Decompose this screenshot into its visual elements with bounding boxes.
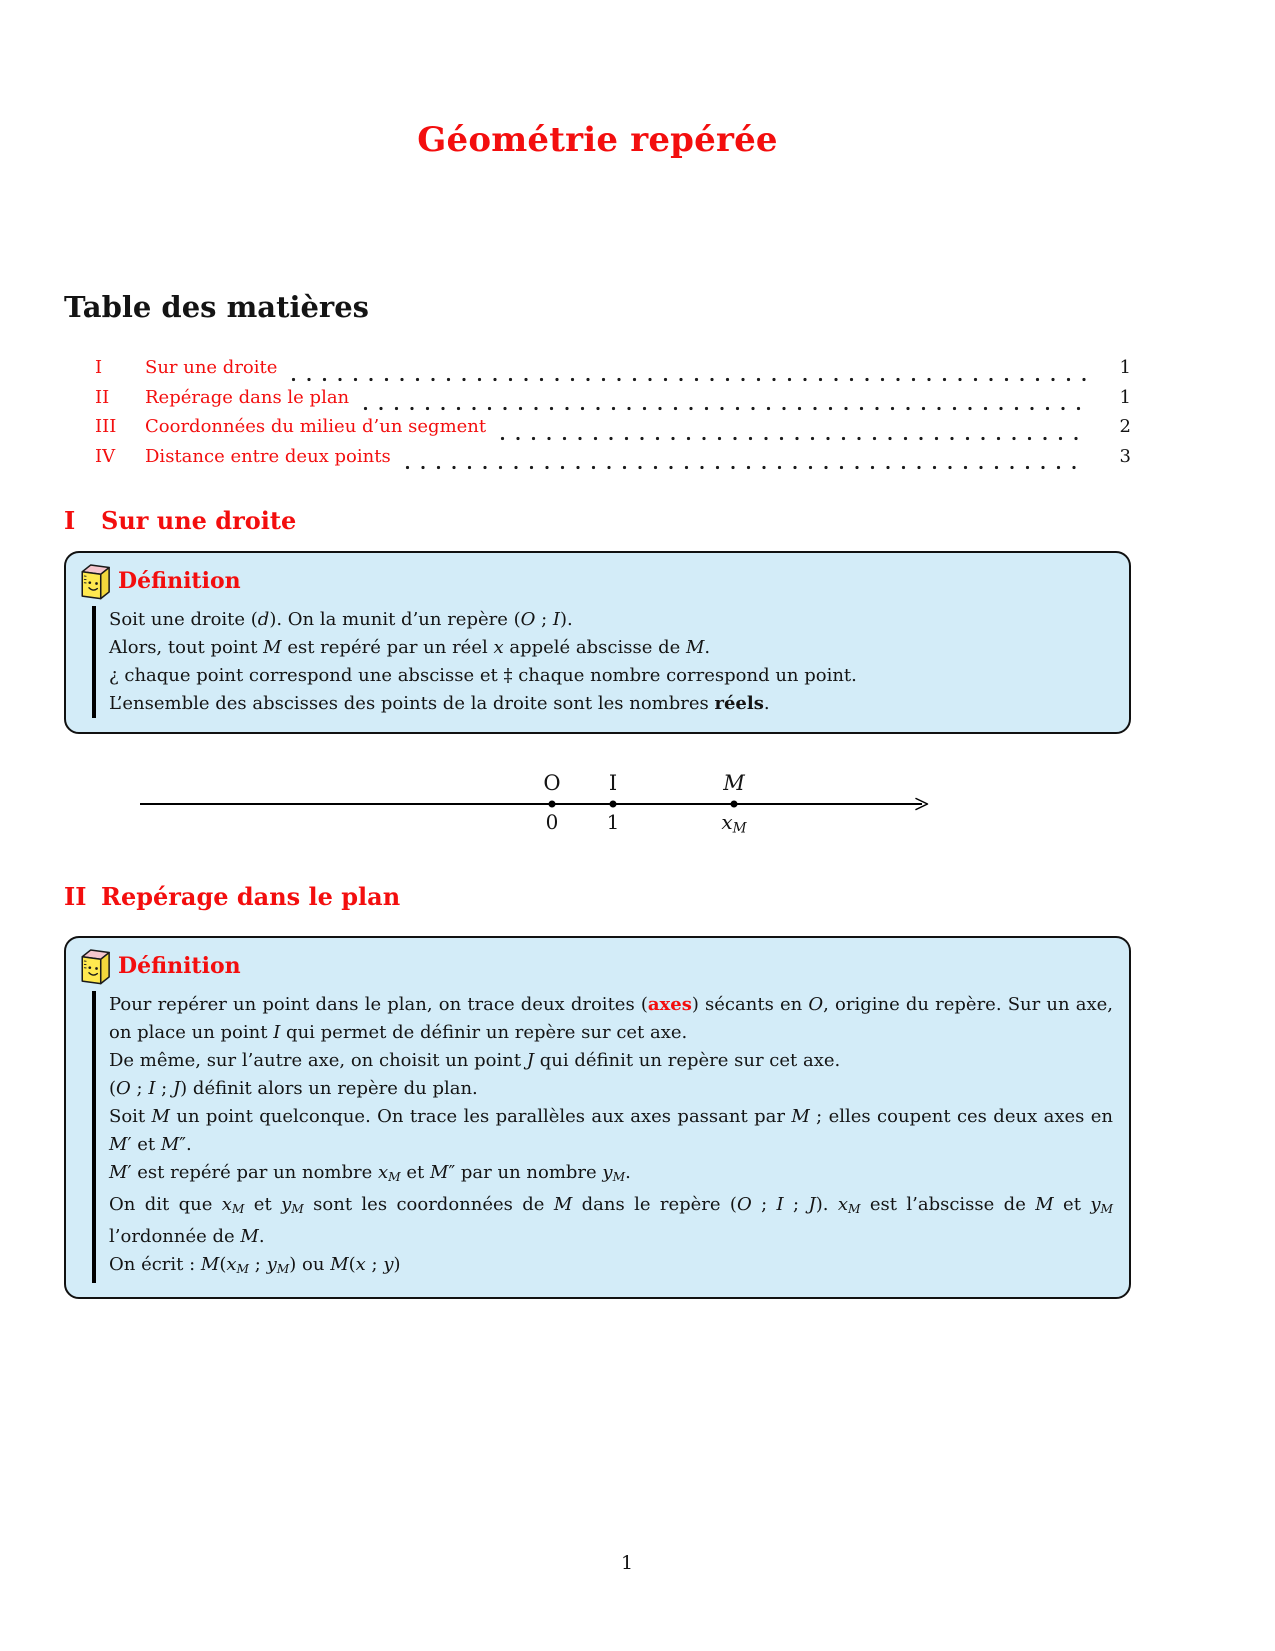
dot-leader xyxy=(363,406,1087,411)
toc-entry-label: Distance entre deux points xyxy=(145,445,391,467)
section-title: Sur une droite xyxy=(101,506,297,535)
toc-entry-page: 1 xyxy=(1119,386,1131,408)
definition-box-header xyxy=(66,553,1129,604)
section-heading-2 xyxy=(64,882,400,911)
definition-line: Soit M un point quelconque. On trace les parallèles aux axes passant par M ; elles coupent ces deux axes en M′ et M″. xyxy=(109,1106,1114,1155)
definition-line: On écrit : $M(x_M$ ; $y_M$) ou M(x ; y) xyxy=(109,1254,401,1277)
arrow-right-icon xyxy=(914,797,930,811)
number-line-figure xyxy=(104,758,1171,842)
page-number: 1 xyxy=(620,1552,634,1574)
toc-entry-page: 2 xyxy=(1119,416,1131,437)
toc-entry[interactable] xyxy=(95,416,1131,446)
toc-entry-page: 3 xyxy=(1119,445,1131,467)
section-number: II xyxy=(64,882,87,911)
toc-entry-number: I xyxy=(95,357,103,378)
definition-box-2 xyxy=(64,936,1131,1299)
dot-leader xyxy=(291,377,1087,382)
definition-box-title: Définition xyxy=(118,568,241,594)
section-heading-1 xyxy=(64,506,296,535)
dot-leader xyxy=(500,436,1087,441)
toc-entry-number: III xyxy=(95,416,117,437)
definition-line: Soit une droite (d). On la munit d’un repère (O ; I). xyxy=(109,609,573,630)
definition-box-body xyxy=(92,606,1113,718)
toc-entry-label: Sur une droite xyxy=(145,357,278,378)
toc-entry-page: 1 xyxy=(1119,357,1131,378)
definition-line: Alors, tout point M est repéré par un réel x appelé abscisse de M. xyxy=(109,637,711,658)
toc-entry-label: Coordonnées du milieu d’un segment xyxy=(145,416,487,437)
page-footer xyxy=(621,1552,633,1574)
definition-line: M′ est repéré par un nombre $x_M$ et M″ par un nombre $y_M$. xyxy=(109,1162,631,1185)
table-of-contents xyxy=(64,357,1131,475)
definition-line: (O ; I ; J) définit alors un repère du plan. xyxy=(109,1078,478,1099)
definition-box-body xyxy=(92,991,1113,1283)
axis-point-dot xyxy=(610,801,617,808)
definition-line: ¿ chaque point correspond une abscisse et ‡ chaque nombre correspond un point. xyxy=(109,665,857,686)
toc-heading: Table des matières xyxy=(64,290,369,324)
axis-point-dot xyxy=(549,801,556,808)
point-label-above: M xyxy=(723,771,745,795)
point-label-above: I xyxy=(608,771,618,795)
definition-line: L’ensemble des abscisses des points de la droite sont les nombres réels. xyxy=(109,693,770,714)
definition-box-1 xyxy=(64,551,1131,734)
definition-box-header xyxy=(66,938,1129,989)
section-title: Repérage dans le plan xyxy=(101,882,401,911)
section-number: I xyxy=(64,506,76,535)
point-label-above: O xyxy=(543,771,561,795)
page-title: Géométrie repérée xyxy=(417,120,778,160)
definition-line: De même, sur l’autre axe, on choisit un point J qui définit un repère sur cet axe. xyxy=(109,1050,841,1071)
definition-line: On dit que $x_M$ et $y_M$ sont les coordonnées de M dans le repère (O ; I ; J). $x_M$ est l’abscisse de M et $y_M$ l’ordonnée de M. xyxy=(109,1194,1114,1248)
dot-leader xyxy=(405,465,1087,470)
toc-entry-number: IV xyxy=(95,445,116,467)
toc-entry-label: Repérage dans le plan xyxy=(145,386,350,408)
definition-box-title: Définition xyxy=(118,953,241,979)
book-icon xyxy=(75,560,113,602)
point-label-below: 1 xyxy=(606,810,620,834)
point-label-below: $x_M$ xyxy=(721,810,747,837)
axis-line xyxy=(140,803,922,805)
toc-entry[interactable] xyxy=(95,446,1131,476)
axis-point-dot xyxy=(731,801,738,808)
toc-entry-number: II xyxy=(95,386,110,408)
point-label-below: 0 xyxy=(545,810,559,834)
toc-entry[interactable] xyxy=(95,357,1131,387)
definition-line: Pour repérer un point dans le plan, on trace deux droites (axes) sécants en O, origine du repère. Sur un axe, on place un point I qui permet de définir un repère sur cet axe. xyxy=(109,994,1113,1043)
book-icon xyxy=(75,945,113,987)
toc-entry[interactable] xyxy=(95,387,1131,417)
